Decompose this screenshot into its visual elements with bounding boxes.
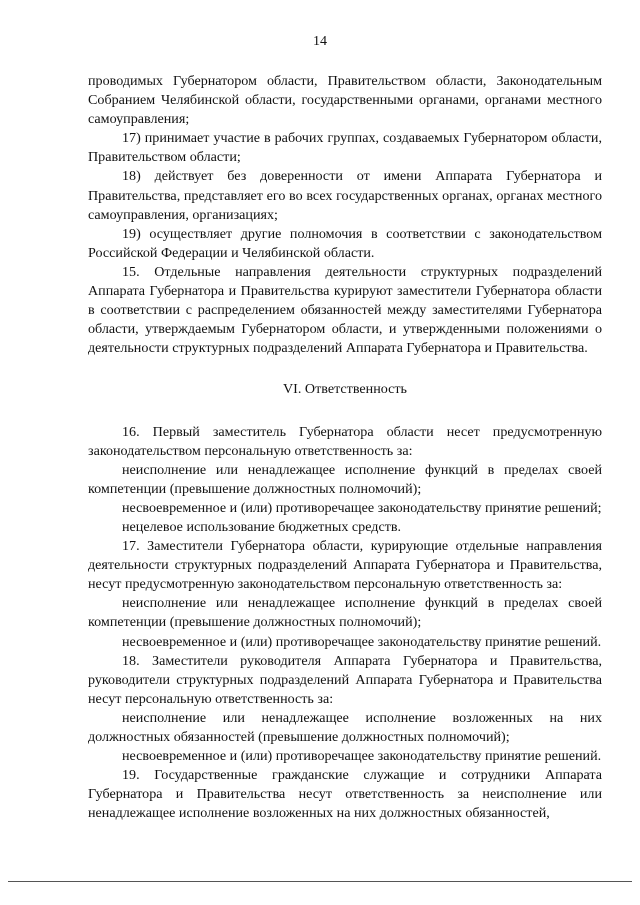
paragraph: проводимых Губернатором области, Правительством области, Законодательным Собранием Челябинской области, государственными органами, органами местного самоуправления; bbox=[88, 73, 602, 128]
paragraph: 17. Заместители Губернатора области, курирующие отдельные направления деятельности структурных подразделений Аппарата Губернатора и Правительства, несут предусмотренную законодательством персональную ответственность за: bbox=[88, 538, 602, 593]
paragraph: 18. Заместители руководителя Аппарата Губернатора и Правительства, руководители структурных подразделений Аппарата Губернатора и Правительства несут персональную ответственность за: bbox=[88, 652, 602, 707]
section-heading: VI. Ответственность bbox=[283, 381, 407, 398]
paragraph: несвоевременное и (или) противоречащее законодательству принятие решений. bbox=[122, 748, 602, 765]
paragraph: несвоевременное и (или) противоречащее законодательству принятие решений. bbox=[122, 633, 602, 650]
paragraph: несвоевременное и (или) противоречащее законодательству принятие решений; bbox=[122, 499, 602, 516]
paragraph: неисполнение или ненадлежащее исполнение функций в пределах своей компетенции (превышение должностных полномочий); bbox=[88, 595, 602, 631]
paragraph: 19. Государственные гражданские служащие и сотрудники Аппарата Губернатора и Правительства несут ответственность за неисполнение или ненадлежащее исполнение возложенных на них должностных обязанностей, bbox=[88, 767, 602, 822]
document-body bbox=[88, 72, 602, 823]
paragraph: 17) принимает участие в рабочих группах, создаваемых Губернатором области, Правительством области; bbox=[88, 130, 602, 166]
paragraph: 18) действует без доверенности от имени Аппарата Губернатора и Правительства, представляет его во всех государственных органах, органах местного самоуправления, организациях; bbox=[88, 168, 602, 223]
paragraph: 16. Первый заместитель Губернатора области несет предусмотренную законодательством персональную ответственность за: bbox=[88, 423, 602, 459]
paragraphs-before-heading bbox=[88, 72, 602, 358]
paragraphs-after-heading bbox=[88, 423, 602, 824]
page-number: 14 bbox=[313, 34, 327, 49]
paragraph: неисполнение или ненадлежащее исполнение возложенных на них должностных обязанностей (превышение должностных полномочий); bbox=[88, 709, 602, 745]
paragraph: 15. Отдельные направления деятельности структурных подразделений Аппарата Губернатора и Правительства курируют заместители Губернатора области в соответствии с распределением обязанностей между заместителями Губернатора области, утверждаемым Губернатором области, и утвержденными положениями о деятельности структурных подразделений Аппарата Губернатора и Правительства. bbox=[88, 263, 602, 357]
paragraph: неисполнение или ненадлежащее исполнение функций в пределах своей компетенции (превышение должностных полномочий); bbox=[88, 461, 602, 497]
paragraph: нецелевое использование бюджетных средств. bbox=[122, 518, 402, 535]
page-bottom-rule bbox=[8, 881, 632, 882]
paragraph: 19) осуществляет другие полномочия в соответствии с законодательством Российской Федерации и Челябинской области. bbox=[88, 225, 602, 261]
